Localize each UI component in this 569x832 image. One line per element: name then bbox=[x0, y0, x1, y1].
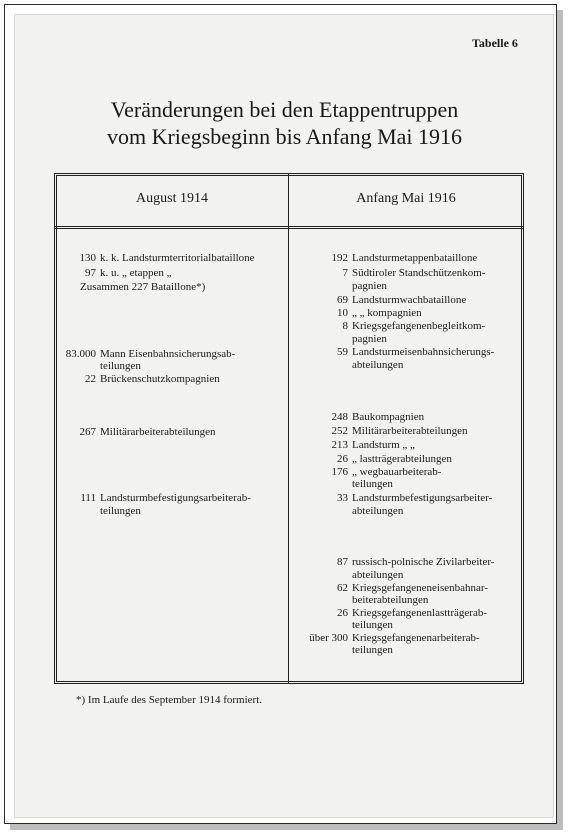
row-text: „ lastträgerabteilungen bbox=[352, 453, 452, 465]
row-text: Kriegsgefangeneneisenbahnar- bbox=[352, 582, 488, 594]
row-number: 62 bbox=[337, 582, 348, 594]
row-number: 176 bbox=[331, 466, 348, 478]
table-number-label: Tabelle 6 bbox=[472, 36, 518, 50]
row-text: k. k. Landsturmterritorialbataillone bbox=[100, 252, 255, 264]
row-text: pagnien bbox=[352, 333, 387, 345]
row-number: 26 bbox=[337, 453, 348, 465]
row-number: 59 bbox=[337, 346, 348, 358]
column-divider bbox=[288, 173, 289, 684]
row-text: k. u. „ etappen „ bbox=[100, 267, 172, 279]
row-text: teilungen bbox=[352, 644, 393, 656]
row-text: abteilungen bbox=[352, 359, 404, 371]
column-header-may-1916: Anfang Mai 1916 bbox=[356, 191, 456, 206]
row-number: 130 bbox=[79, 252, 96, 264]
row-number: 7 bbox=[342, 267, 348, 279]
row-text: Landsturmwachbataillone bbox=[352, 294, 467, 306]
row-number: 213 bbox=[331, 439, 348, 451]
row-number: 248 bbox=[331, 411, 348, 423]
row-text: russisch-polnische Zivilarbeiter- bbox=[352, 556, 495, 568]
row-text: abteilungen bbox=[352, 569, 404, 581]
row-number: über 300 bbox=[309, 632, 348, 644]
row-text: pagnien bbox=[352, 280, 387, 292]
row-text: Kriegsgefangenenarbeiterab- bbox=[352, 632, 480, 644]
row-text: Landsturmetappenbataillone bbox=[352, 252, 478, 264]
header-divider bbox=[54, 226, 524, 229]
row-number: 26 bbox=[337, 607, 348, 619]
row-text: Südtiroler Standschützenkom- bbox=[352, 267, 486, 279]
row-number: 192 bbox=[331, 252, 348, 264]
row-text: Landsturmbefestigungsarbeiter- bbox=[352, 492, 493, 504]
row-text: Militärarbeiterabteilungen bbox=[352, 425, 468, 437]
row-number: 10 bbox=[337, 307, 348, 319]
row-text: Kriegsgefangenenbegleitkom- bbox=[352, 320, 486, 332]
row-number: 69 bbox=[337, 294, 348, 306]
row-text: „ wegbauarbeiterab- bbox=[352, 466, 442, 478]
row-number: 22 bbox=[85, 373, 96, 385]
row-number: 83.000 bbox=[65, 348, 96, 360]
row-text: Landsturmbefestigungsarbeiterab- bbox=[100, 492, 251, 504]
row-text: Baukompagnien bbox=[352, 411, 425, 423]
footnote: *) Im Laufe des September 1914 formiert. bbox=[76, 694, 263, 706]
row-text: teilungen bbox=[352, 478, 393, 490]
row-text: Militärarbeiterabteilungen bbox=[100, 426, 216, 438]
title-line-2: vom Kriegsbeginn bis Anfang Mai 1916 bbox=[106, 124, 463, 149]
row-text: Zusammen 227 Bataillone*) bbox=[80, 281, 206, 293]
row-text: abteilungen bbox=[352, 505, 404, 517]
column-header-august-1914: August 1914 bbox=[136, 191, 208, 206]
row-text: teilungen bbox=[352, 619, 393, 631]
row-text: teilungen bbox=[100, 505, 141, 517]
row-text: Brückenschutzkompagnien bbox=[100, 373, 220, 385]
title-line-1: Veränderungen bei den Etappentruppen bbox=[110, 97, 459, 122]
row-text: „ „ kompagnien bbox=[352, 307, 422, 319]
row-number: 97 bbox=[85, 267, 96, 279]
row-text: Kriegsgefangenenlastträgerab- bbox=[352, 607, 487, 619]
row-text: Mann Eisenbahnsicherungsab- bbox=[100, 348, 236, 360]
row-number: 267 bbox=[79, 426, 96, 438]
row-number: 87 bbox=[337, 556, 348, 568]
row-text: teilungen bbox=[100, 360, 141, 372]
row-text: Landsturm „ „ bbox=[352, 439, 415, 451]
row-number: 33 bbox=[337, 492, 348, 504]
row-number: 252 bbox=[331, 425, 348, 437]
row-text: beiterabteilungen bbox=[352, 594, 429, 606]
row-number: 111 bbox=[80, 492, 96, 504]
row-text: Landsturmeisenbahnsicherungs- bbox=[352, 346, 495, 358]
row-number: 8 bbox=[342, 320, 348, 332]
